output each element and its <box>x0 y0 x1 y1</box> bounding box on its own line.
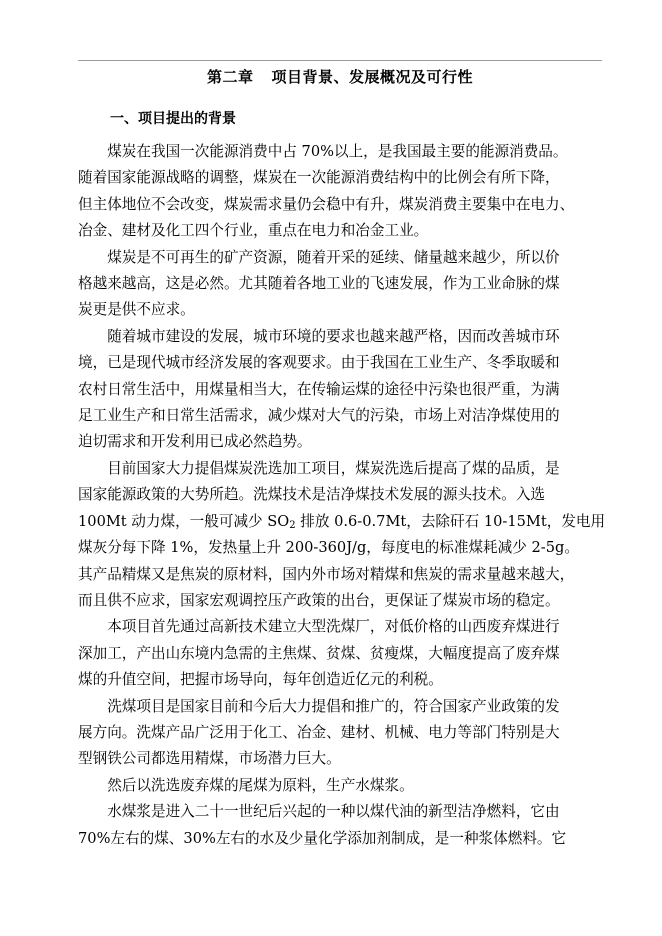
section-heading: 一、项目提出的背景 <box>110 111 236 127</box>
text-line: 煤灰分每下降 1%，发热量上升 200-360J/g，每度电的标准煤耗减少 2-5g。 <box>78 539 579 557</box>
text-line: 但主体地位不会改变，煤炭需求量仍会稳中有升，煤炭消费主要集中在电力、 <box>78 195 575 213</box>
paragraph-1 <box>78 139 602 245</box>
text-line: 煤炭在我国一次能源消费中占 70%以上，是我国最主要的能源消费品。 <box>107 143 568 160</box>
text-line: 本项目首先通过高新技术建立大型洗煤厂，对低价格的山西废弃煤进行 <box>107 618 560 636</box>
paragraph-4 <box>78 456 606 614</box>
paragraph-6 <box>78 694 602 773</box>
so2-subscript: 2 <box>289 519 296 531</box>
paragraph-3 <box>78 324 602 456</box>
text-line: 深加工，产出山东境内急需的主焦煤、贫煤、贫瘦煤，大幅度提高了废弃煤 <box>78 644 560 662</box>
text-line: 水煤浆是进入二十一世纪后兴起的一种以煤代油的新型洁净燃料，它由 <box>107 803 560 821</box>
header-rule <box>78 60 602 61</box>
text-line: 煤的升值空间，把握市场导向，每年创造近亿元的利税。 <box>78 671 443 689</box>
text-line: 洗煤项目是国家目前和今后大力提倡和推广的，符合国家产业政策的发 <box>107 697 560 715</box>
text-line: 其产品精煤又是焦炭的原材料，国内外市场对精煤和焦炭的需求量越来越大， <box>78 565 575 583</box>
text-line: 然后以洗选废弃煤的尾煤为原料，生产水煤浆。 <box>107 776 414 794</box>
text-line: 展方向。洗煤产品广泛用于化工、冶金、建材、机械、电力等部门特别是大 <box>78 723 560 741</box>
text-line: 煤炭是不可再生的矿产资源，随着开采的延续、储量越来越少，所以价 <box>107 248 560 266</box>
paragraph-2 <box>78 245 602 324</box>
text-line: 国家能源政策的大势所趋。洗煤技术是洁净煤技术发展的源头技术。入选 <box>78 486 546 504</box>
text-line: 迫切需求和开发利用已成必然趋势。 <box>78 433 312 451</box>
body-text <box>78 139 606 852</box>
chapter-number: 第二章 <box>206 68 254 86</box>
text-line: 而且供不应求，国家宏观调控压产政策的出台，更保证了煤炭市场的稳定。 <box>78 591 560 609</box>
text-line: 境，已是现代城市经济发展的客观要求。由于我国在工业生产、冬季取暖和 <box>78 354 560 372</box>
text-line: 足工业生产和日常生活需求，减少煤对大气的污染，市场上对洁净煤使用的 <box>78 407 560 425</box>
text-line: 格越来越高，这是必然。尤其随着各地工业的飞速发展，作为工业命脉的煤 <box>78 275 560 293</box>
chapter-title <box>78 66 602 87</box>
text-line: 随着国家能源战略的调整，煤炭在一次能源消费结构中的比例会有所下降， <box>78 169 560 187</box>
paragraph-8 <box>78 799 602 852</box>
text-line: 炭更是供不应求。 <box>78 301 195 319</box>
text-line: 随着城市建设的发展，城市环境的要求也越来越严格，因而改善城市环 <box>107 327 560 345</box>
text-line-so2: 100Mt 动力煤，一般可减少 $SO_2$ 排放 0.6-0.7Mt，去除矸石 10-15Mt，发电用 <box>78 512 606 531</box>
text-line: 型钢铁公司都选用精煤，市场潜力巨大。 <box>78 750 341 768</box>
text-line: 农村日常生活中，用煤量相当大，在传输运煤的途径中污染也很严重，为满 <box>78 380 560 398</box>
paragraph-7 <box>78 773 602 799</box>
text-line: 目前国家大力提倡煤炭洗选加工项目，煤炭洗选后提高了煤的品质，是 <box>107 459 560 477</box>
text-line: 冶金、建材及化工四个行业，重点在电力和冶金工业。 <box>78 222 429 240</box>
paragraph-5 <box>78 614 602 693</box>
chapter-heading: 项目背景、发展概况及可行性 <box>271 68 474 86</box>
text-line: 70%左右的煤、30%左右的水及少量化学添加剂制成，是一种浆体燃料。它 <box>78 829 567 847</box>
